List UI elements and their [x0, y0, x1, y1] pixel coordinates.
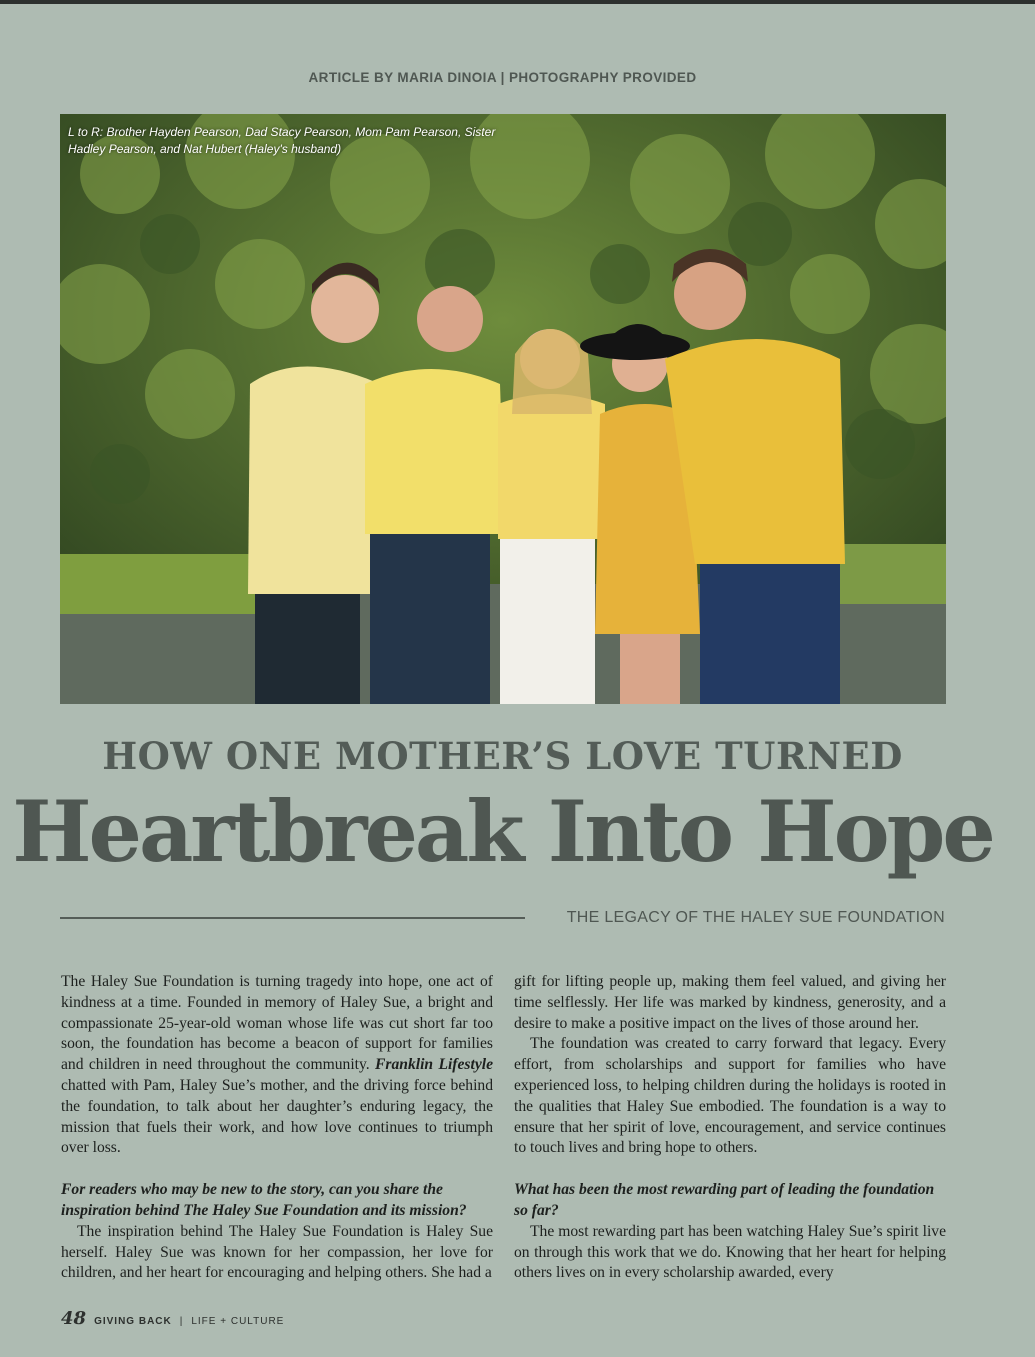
top-border: [0, 0, 1035, 4]
intro-text: The Haley Sue Foundation is turning tragedy into hope, one act of kindness at a time. Founded in memory of Haley Sue, a bright and compassionate 25-year-old woman whose life was cut short far too soon, the foundation has become a beacon of support for families and children in need throughout the community.: [61, 973, 493, 1074]
family-photo: [60, 114, 946, 704]
headline: Heartbreak Into Hope: [12, 782, 993, 881]
question-2: What has been the most rewarding part of leading the foundation so far?: [514, 1181, 935, 1219]
subheadline: THE LEGACY OF THE HALEY SUE FOUNDATION: [566, 909, 945, 926]
headline-kicker: HOW ONE MOTHER’S LOVE TURNED: [102, 734, 903, 778]
divider-rule: [60, 917, 525, 919]
category-name: LIFE + CULTURE: [191, 1316, 285, 1327]
intro-text-continued: chatted with Pam, Haley Sue’s mother, and the driving force behind the foundation, to talk about her daughter’s enduring legacy, the mission that fuels their work, and how love continues to triumph over loss.: [61, 1076, 493, 1157]
answer-1-paragraph-2: The foundation was created to carry forward that legacy. Every effort, from scholarships and support for families who have experienced loss, to helping children during the holidays is rooted in the qualities that Haley Sue embodied. The foundation is a way to ensure that her spirit of love, encouragement, and service continues to touch lives and bring hope to others.: [514, 1035, 946, 1157]
question-1: For readers who may be new to the story, can you share the inspiration behind The Haley Sue Foundation and its mission?: [61, 1181, 467, 1219]
publication-name: Franklin Lifestyle: [375, 1056, 493, 1074]
page-number: 48: [61, 1308, 87, 1329]
photo-caption: L to R: Brother Hayden Pearson, Dad Stacy Pearson, Mom Pam Pearson, Sister Hadley Pearson, and Nat Hubert (Haley's husband): [68, 125, 496, 156]
answer-2-paragraph-1: The most rewarding part has been watching Haley Sue’s spirit live on through this work that we do. Knowing that her heart for helping others lives on in every scholarship awarded, every: [514, 1222, 946, 1282]
article-column-right: [514, 972, 946, 1284]
section-name: GIVING BACK: [94, 1316, 172, 1327]
page-footer: [61, 1308, 284, 1329]
intro-paragraph: [61, 972, 493, 1159]
article-column-left: [61, 972, 493, 1284]
answer-1-paragraph-1-continued: gift for lifting people up, making them feel valued, and giving her time selflessly. Her life was marked by kindness, generosity, and a desire to make a positive impact on the lives of those around her.: [514, 973, 946, 1032]
footer-separator: |: [179, 1316, 184, 1327]
byline: ARTICLE BY MARIA DINOIA | PHOTOGRAPHY PROVIDED: [308, 70, 697, 85]
family-photo-illustration: [60, 114, 946, 704]
answer-1-paragraph-1: The inspiration behind The Haley Sue Foundation is Haley Sue herself. Haley Sue was known for her compassion, her love for children, and her heart for encouraging and helping others. She had a: [61, 1222, 493, 1282]
